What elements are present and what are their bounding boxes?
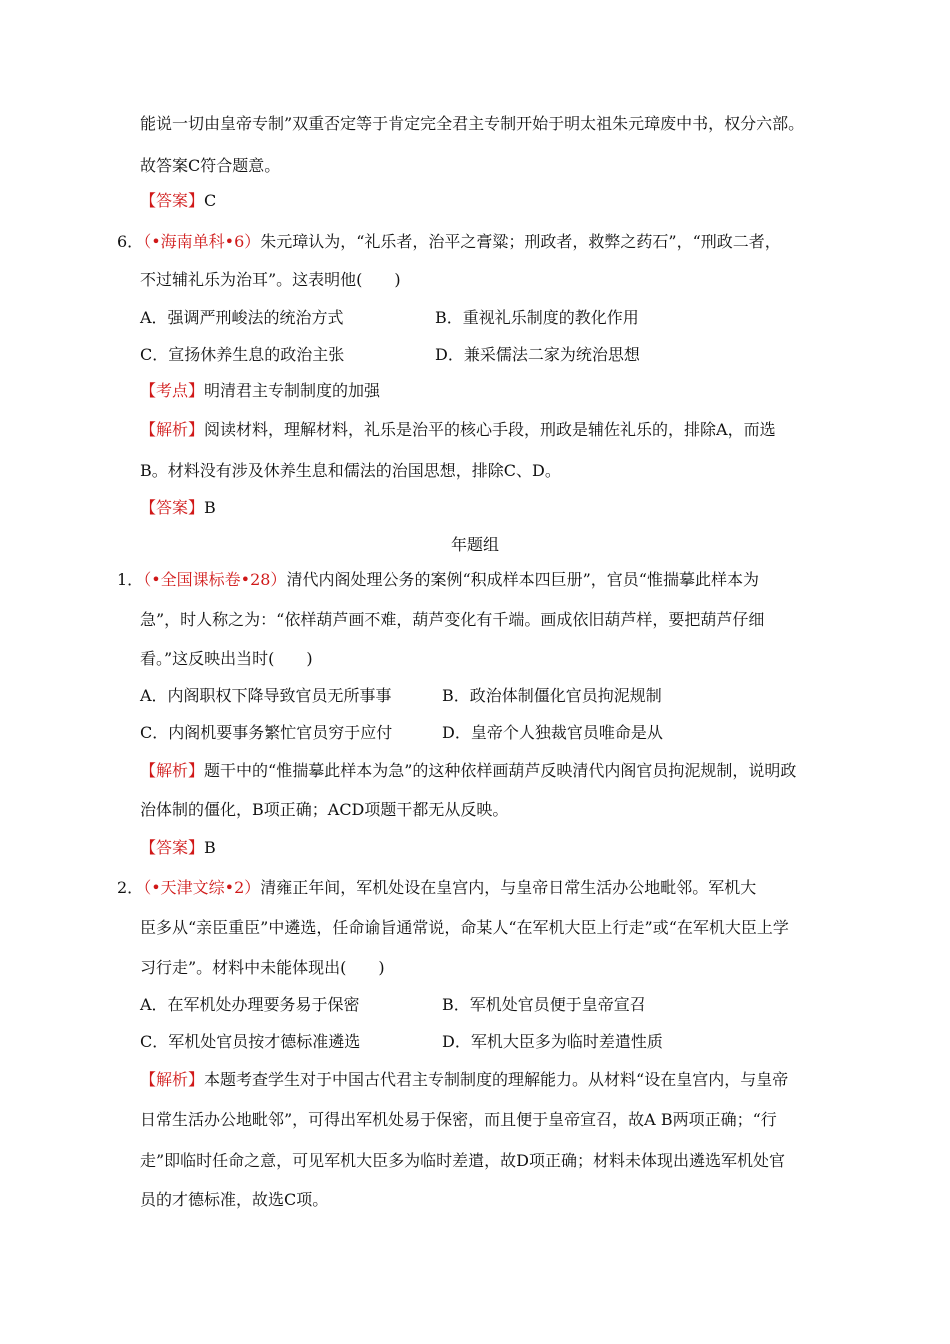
q2-analysis-line-2: 日常生活办公地毗邻”，可得出军机处易于保密，而且便于皇帝宣召，故A B两项正确；“行 (140, 1110, 777, 1129)
answer-label: 答案 (156, 838, 189, 857)
analysis-text: 本题考查学生对于中国古代君主专制制度的理解能力。从材料“设在皇宫内，与皇帝 (204, 1070, 789, 1089)
analysis-label: 解析 (156, 1070, 189, 1089)
q1-option-a: A．内阁职权下降导致官员无所事事 (140, 686, 392, 705)
q1-stem-line-2: 急”，时人称之为：“依样葫芦画不难，葫芦变化有千端。画成依旧葫芦样，要把葫芦仔细 (140, 610, 765, 629)
q2-analysis-line-3: 走”即临时任命之意，可见军机大臣多为临时差遣，故D项正确；材料未体现出遴选军机处官 (140, 1151, 786, 1170)
q2-option-d: D．军机大臣多为临时差遣性质 (442, 1032, 663, 1051)
q1-answer-row: 【答案】B (140, 838, 216, 857)
question-stem: 清雍正年间，军机处设在皇宫内，与皇帝日常生活办公地毗邻。军机大 (260, 878, 757, 897)
analysis-label: 解析 (156, 420, 189, 439)
question-stem: 朱元璋认为，“礼乐者，治平之膏粱；刑政者，救弊之药石”，“刑政二者， (260, 232, 781, 251)
answer-label: 答案 (156, 498, 189, 517)
q1-analysis-line-1: 【解析】题干中的“惟揣摹此样本为急”的这种依样画葫芦反映清代内阁官员拘泥规制，说明政 (140, 761, 797, 780)
q2-stem-line-1 (117, 877, 756, 899)
q1-option-d: D．皇帝个人独裁官员唯命是从 (442, 723, 663, 742)
q6-analysis-line-2: B。材料没有涉及休养生息和儒法的治国思想，排除C、D。 (140, 461, 561, 480)
q6-point-row: 【考点】明清君主专制制度的加强 (140, 381, 381, 400)
question-source: （•天津文综•2） (143, 878, 261, 897)
question-number: 2． (117, 878, 144, 897)
q6-option-c: C．宣扬休养生息的政治主张 (140, 345, 345, 364)
q2-option-a: A．在军机处办理要务易于保密 (140, 995, 360, 1014)
q2-analysis-line-1: 【解析】本题考查学生对于中国古代君主专制制度的理解能力。从材料“设在皇宫内，与皇帝 (140, 1070, 789, 1089)
q2-option-b: B．军机处官员便于皇帝宣召 (442, 995, 646, 1014)
analysis-text: 题干中的“惟揣摹此样本为急”的这种依样画葫芦反映清代内阁官员拘泥规制，说明政 (204, 761, 797, 780)
q2-option-c: C．军机处官员按才德标准遴选 (140, 1032, 361, 1051)
question-stem: 清代内阁处理公务的案例“积成样本四巨册”，官员“惟揣摹此样本为 (286, 570, 759, 589)
question-source: （•海南单科•6） (143, 232, 261, 251)
point-label: 考点 (156, 381, 189, 400)
q6-analysis-line-1: 【解析】阅读材料，理解材料，礼乐是治平的核心手段，刑政是辅佐礼乐的，排除A，而选 (140, 420, 776, 439)
q6-stem-line-2: 不过辅礼乐为治耳”。这表明他( ) (140, 270, 401, 289)
section-title: 年题组 (450, 535, 499, 554)
answer-label: 答案 (156, 191, 189, 210)
q2-analysis-line-4: 员的才德标准，故选C项。 (140, 1190, 329, 1209)
q2-stem-line-2: 臣多从“亲臣重臣”中遴选，任命谕旨通常说，命某人“在军机大臣上行走”或“在军机大臣上学 (140, 918, 789, 937)
intro-answer-row (140, 190, 216, 212)
q6-answer-row: 【答案】B (140, 498, 216, 517)
q6-stem-line-1 (117, 231, 781, 253)
question-source: （•全国课标卷•28） (143, 570, 287, 589)
question-number: 6． (117, 232, 144, 251)
q1-option-c: C．内阁机要事务繁忙官员穷于应付 (140, 723, 393, 742)
q1-stem-line-1 (117, 569, 759, 591)
q1-analysis-line-2: 治体制的僵化，B项正确；ACD项题干都无从反映。 (140, 800, 509, 819)
q2-stem-line-3: 习行走”。材料中未能体现出( ) (140, 958, 385, 977)
q6-option-b: B．重视礼乐制度的教化作用 (435, 308, 639, 327)
point-text: 明清君主专制制度的加强 (204, 381, 381, 400)
answer-value: C (204, 191, 217, 210)
intro-line-2: 故答案C符合题意。 (140, 156, 281, 175)
bracket-open: 【 (140, 191, 157, 210)
q6-option-d: D．兼采儒法二家为统治思想 (435, 345, 640, 364)
answer-value: B (204, 838, 216, 857)
answer-value: B (204, 498, 216, 517)
intro-line-1: 能说一切由皇帝专制”双重否定等于肯定完全君主专制开始于明太祖朱元璋废中书，权分六部。 (140, 114, 805, 133)
q1-stem-line-3: 看。”这反映出当时( ) (140, 649, 313, 668)
q1-option-b: B．政治体制僵化官员拘泥规制 (442, 686, 662, 705)
bracket-close: 】 (188, 191, 205, 210)
analysis-label: 解析 (156, 761, 189, 780)
q6-option-a: A．强调严刑峻法的统治方式 (140, 308, 344, 327)
analysis-text: 阅读材料，理解材料，礼乐是治平的核心手段，刑政是辅佐礼乐的，排除A，而选 (204, 420, 776, 439)
question-number: 1． (117, 570, 144, 589)
